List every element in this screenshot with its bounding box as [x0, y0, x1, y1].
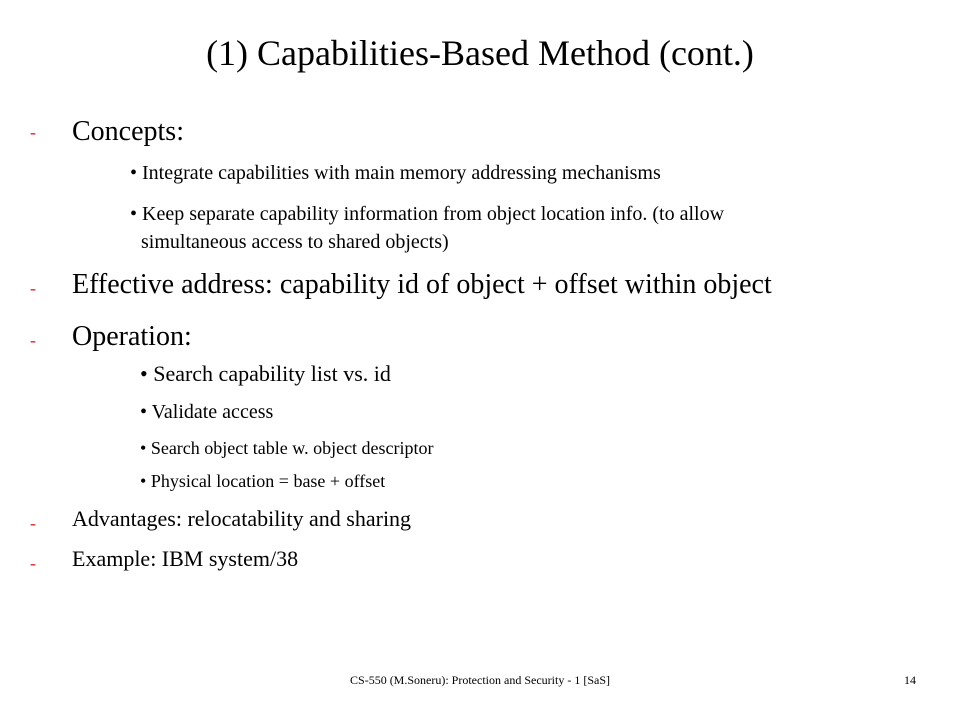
sub-bullet-text: Physical location = base + offset [150, 471, 386, 491]
sub-bullet [140, 399, 273, 425]
bullet-dot: • [130, 203, 138, 225]
dash-marker: - [30, 278, 36, 298]
sub-bullet [130, 160, 661, 186]
sub-bullet-continuation: simultaneous access to shared objects) [141, 231, 449, 253]
page-number: 14 [904, 673, 916, 687]
sub-bullet [140, 360, 391, 388]
sub-bullet [140, 436, 434, 460]
footer-text: CS-550 (M.Soneru): Protection and Security - 1 [SaS] [350, 673, 610, 687]
bullet-example: Example: IBM system/38 [72, 546, 299, 571]
bullet-concepts: Concepts: [72, 116, 184, 147]
sub-bullet [140, 469, 385, 493]
bullet-dot: • [140, 438, 147, 458]
bullet-operation: Operation: [72, 321, 192, 352]
bullet-dot: • [130, 162, 138, 184]
slide-title: (1) Capabilities-Based Method (cont.) [206, 33, 754, 73]
bullet-dot: • [140, 401, 148, 423]
bullet-effective-address: Effective address: capability id of object + offset within object [72, 269, 772, 300]
sub-bullet-text: Search capability list vs. id [153, 361, 391, 386]
sub-bullet-text: Validate access [151, 401, 274, 423]
dash-marker: - [30, 330, 36, 350]
bullet-dot: • [140, 361, 148, 386]
sub-bullet-text: Search object table w. object descriptor [150, 438, 434, 458]
dash-marker: - [30, 553, 36, 573]
bullet-advantages: Advantages: relocatability and sharing [72, 506, 412, 531]
bullet-dot: • [140, 471, 147, 491]
dash-marker: - [30, 513, 36, 533]
sub-bullet [130, 201, 724, 227]
dash-marker: - [30, 122, 36, 142]
sub-bullet-text: Integrate capabilities with main memory addressing mechanisms [142, 162, 661, 184]
sub-bullet-text: Keep separate capability information from object location info. (to allow [142, 203, 725, 225]
